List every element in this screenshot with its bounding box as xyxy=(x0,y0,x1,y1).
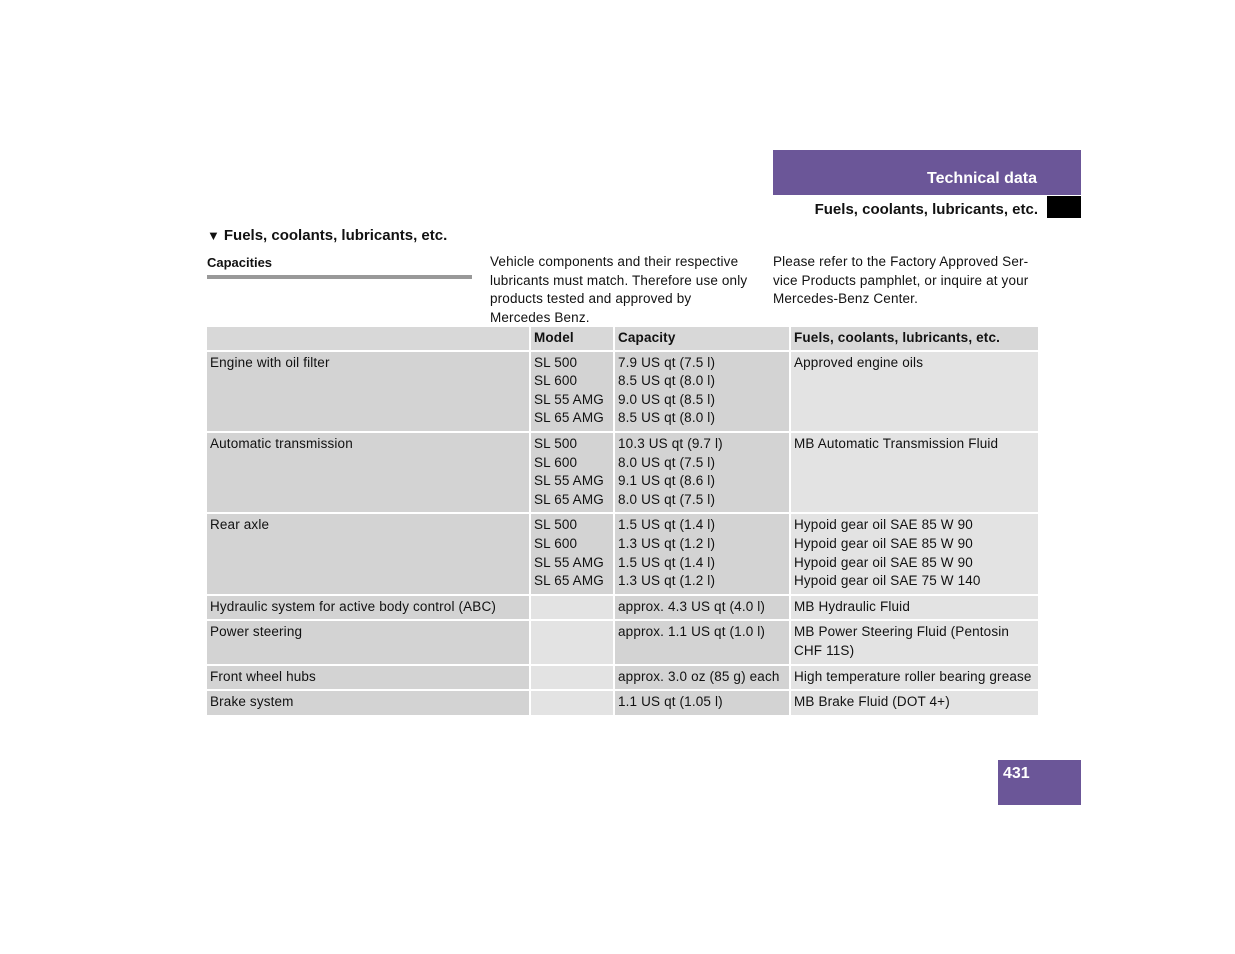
capacity-cell-line: 7.9 US qt (7.5 l) xyxy=(618,354,716,370)
model-cell-line: SL 65 AMG xyxy=(534,491,604,507)
intro-paragraph-2 xyxy=(773,253,1043,309)
capacity-cell xyxy=(614,595,790,621)
capacity-cell xyxy=(614,690,790,716)
component-cell: Rear axle xyxy=(207,513,530,594)
fluid-cell-line: High temperature roller bearing grease xyxy=(794,668,1032,684)
page-number-box xyxy=(998,760,1081,805)
model-cell-line: SL 600 xyxy=(534,454,578,470)
model-cell xyxy=(530,665,614,691)
capacity-cell-line: approx. 4.3 US qt (4.0 l) xyxy=(618,598,766,614)
fluid-cell xyxy=(790,595,1038,621)
capacity-cell xyxy=(614,513,790,594)
fluid-cell xyxy=(790,513,1038,594)
model-cell xyxy=(530,432,614,513)
chapter-title: Technical data xyxy=(927,170,1037,187)
intro-line: Please refer to the Factory Approved Ser- xyxy=(773,254,1029,269)
header-fluids: Fuels, coolants, lubricants, etc. xyxy=(790,327,1038,351)
fluid-cell-line: Hypoid gear oil SAE 85 W 90 xyxy=(794,535,973,551)
section-heading-text: Fuels, coolants, lubricants, etc. xyxy=(223,227,448,244)
capacity-cell-line: 1.3 US qt (1.2 l) xyxy=(618,573,716,589)
subsection-title: Capacities xyxy=(207,255,472,279)
fluid-cell-line: Hypoid gear oil SAE 85 W 90 xyxy=(794,517,973,533)
capacity-cell-line: approx. 3.0 oz (85 g) each xyxy=(618,668,780,684)
fluid-cell-line: MB Brake Fluid (DOT 4+) xyxy=(794,694,950,710)
fluid-cell xyxy=(790,351,1038,432)
capacity-cell-line: 8.0 US qt (7.5 l) xyxy=(618,454,716,470)
fluid-cell-line: Approved engine oils xyxy=(794,354,924,370)
model-cell xyxy=(530,620,614,664)
capacity-cell xyxy=(614,432,790,513)
capacity-cell-line: 1.3 US qt (1.2 l) xyxy=(618,535,716,551)
header-component xyxy=(207,327,530,351)
intro-line: products tested and approved by xyxy=(490,291,692,307)
triangle-down-icon: ▼ xyxy=(207,228,220,243)
capacity-cell-line: 1.5 US qt (1.4 l) xyxy=(618,517,716,533)
header-capacity: Capacity xyxy=(614,327,790,351)
capacity-cell-line: 8.5 US qt (8.0 l) xyxy=(618,373,716,389)
component-cell: Engine with oil filter xyxy=(207,351,530,432)
component-cell: Brake system xyxy=(207,690,530,716)
chapter-header-box xyxy=(773,150,1081,195)
capacities-table xyxy=(207,327,1038,717)
intro-line: Mercedes-Benz Center. xyxy=(773,291,918,307)
fluid-cell-line: CHF 11S) xyxy=(794,642,855,658)
component-cell: Automatic transmission xyxy=(207,432,530,513)
table-row xyxy=(207,351,1038,432)
capacity-cell-line: 10.3 US qt (9.7 l) xyxy=(618,435,723,451)
intro-paragraph-1 xyxy=(490,253,760,327)
section-header: Fuels, coolants, lubricants, etc. xyxy=(814,201,1038,218)
model-cell xyxy=(530,513,614,594)
table-row xyxy=(207,513,1038,594)
table-row xyxy=(207,595,1038,621)
model-cell xyxy=(530,595,614,621)
model-cell-line: SL 65 AMG xyxy=(534,410,604,426)
capacity-cell xyxy=(614,620,790,664)
capacity-cell xyxy=(614,665,790,691)
table-row xyxy=(207,432,1038,513)
capacity-cell xyxy=(614,351,790,432)
capacity-cell-line: 8.0 US qt (7.5 l) xyxy=(618,491,716,507)
model-cell-line: SL 500 xyxy=(534,435,578,451)
intro-line: lubricants must match. Therefore use only xyxy=(490,272,748,288)
capacity-cell-line: 9.1 US qt (8.6 l) xyxy=(618,473,716,489)
model-cell xyxy=(530,351,614,432)
fluid-cell xyxy=(790,620,1038,664)
fluid-cell xyxy=(790,665,1038,691)
fluid-cell-line: MB Power Steering Fluid (Pentosin xyxy=(794,624,1010,640)
capacity-cell-line: 9.0 US qt (8.5 l) xyxy=(618,391,716,407)
header-model: Model xyxy=(530,327,614,351)
fluid-cell-line: MB Automatic Transmission Fluid xyxy=(794,435,999,451)
intro-line: vice Products pamphlet, or inquire at your xyxy=(773,272,1029,288)
model-cell-line: SL 600 xyxy=(534,535,578,551)
fluid-cell xyxy=(790,432,1038,513)
intro-line: Mercedes Benz. xyxy=(490,309,590,325)
capacity-cell-line: 1.5 US qt (1.4 l) xyxy=(618,554,716,570)
component-cell: Front wheel hubs xyxy=(207,665,530,691)
table-header-row xyxy=(207,327,1038,351)
fluid-cell-line: Hypoid gear oil SAE 85 W 90 xyxy=(794,554,973,570)
model-cell-line: SL 500 xyxy=(534,354,578,370)
capacity-cell-line: approx. 1.1 US qt (1.0 l) xyxy=(618,624,766,640)
section-tab-marker xyxy=(1047,196,1081,218)
model-cell-line: SL 55 AMG xyxy=(534,554,604,570)
fluid-cell xyxy=(790,690,1038,716)
capacity-cell-line: 1.1 US qt (1.05 l) xyxy=(618,694,723,710)
component-cell: Hydraulic system for active body control (ABC) xyxy=(207,595,530,621)
model-cell xyxy=(530,690,614,716)
component-cell: Power steering xyxy=(207,620,530,664)
model-cell-line: SL 55 AMG xyxy=(534,473,604,489)
model-cell-line: SL 600 xyxy=(534,373,578,389)
page-number: 431 xyxy=(1003,765,1030,782)
intro-line: Vehicle components and their respective xyxy=(490,254,739,269)
table-row xyxy=(207,665,1038,691)
fluid-cell-line: MB Hydraulic Fluid xyxy=(794,598,910,614)
section-heading xyxy=(207,227,447,244)
model-cell-line: SL 65 AMG xyxy=(534,573,604,589)
fluid-cell-line: Hypoid gear oil SAE 75 W 140 xyxy=(794,573,981,589)
capacity-cell-line: 8.5 US qt (8.0 l) xyxy=(618,410,716,426)
table-row xyxy=(207,690,1038,716)
table-row xyxy=(207,620,1038,664)
model-cell-line: SL 55 AMG xyxy=(534,391,604,407)
model-cell-line: SL 500 xyxy=(534,517,578,533)
